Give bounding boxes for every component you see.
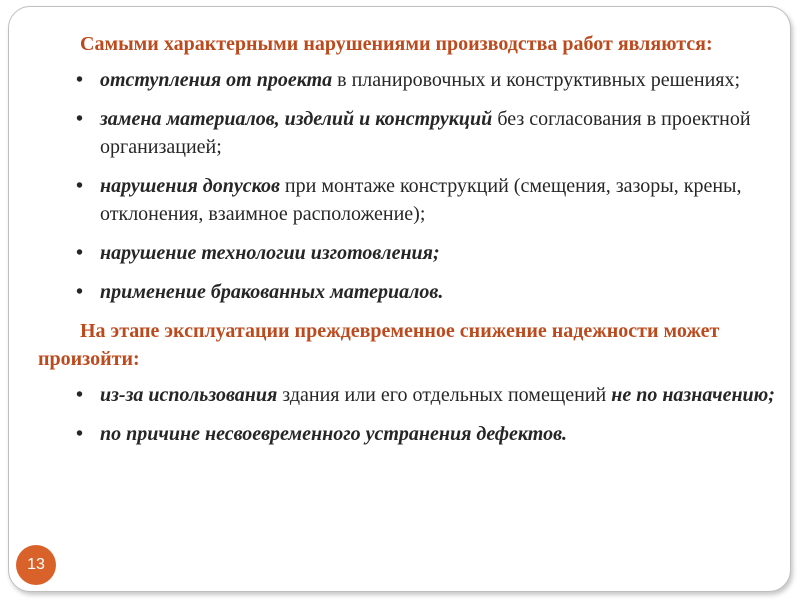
list-item-emphasis: по причине несвоевременного устранения дефектов. <box>100 423 568 445</box>
page-number-badge: 13 <box>16 545 56 585</box>
list-item-emphasis: применение бракованных материалов. <box>100 281 444 303</box>
bullet-icon: • <box>76 281 84 303</box>
list-item-emphasis: нарушение технологии изготовления; <box>100 242 440 264</box>
list-item <box>38 420 778 448</box>
list-item-text: в планировочных и конструктивных решениях; <box>332 69 741 91</box>
bullet-icon: • <box>76 108 84 130</box>
bullet-icon: • <box>76 242 84 264</box>
list-item-emphasis: замена материалов, изделий и конструкций <box>100 108 493 130</box>
list-item <box>38 381 778 409</box>
list-item <box>38 172 778 228</box>
list-item-emphasis: из-за использования <box>100 384 278 406</box>
list-item-text: без согласования в проектной организацией; <box>100 108 751 158</box>
bullet-icon: • <box>76 423 84 445</box>
bullet-icon: • <box>76 69 84 91</box>
list-item <box>38 66 778 94</box>
list-item-text: при монтаже конструкций (смещения, зазоры, крены, отклонения, взаимное расположение); <box>100 175 742 225</box>
list-item-emphasis-2: не по назначению; <box>611 384 775 406</box>
list-item-emphasis: отступления от проекта <box>100 69 333 91</box>
bullet-icon: • <box>76 175 84 197</box>
slide-content <box>38 30 778 459</box>
heading-operation: На этапе эксплуатации преждевременное снижение надежности может произойти: <box>38 320 720 370</box>
operation-list <box>38 381 778 448</box>
list-item-text: здания или его отдельных помещений <box>277 384 612 406</box>
list-item <box>38 278 778 306</box>
list-item <box>38 105 778 161</box>
violations-list <box>38 66 778 306</box>
bullet-icon: • <box>76 384 84 406</box>
list-item <box>38 239 778 267</box>
heading-violations: Самыми характерными нарушениями производства работ являются: <box>80 33 713 55</box>
list-item-emphasis: нарушения допусков <box>100 175 280 197</box>
